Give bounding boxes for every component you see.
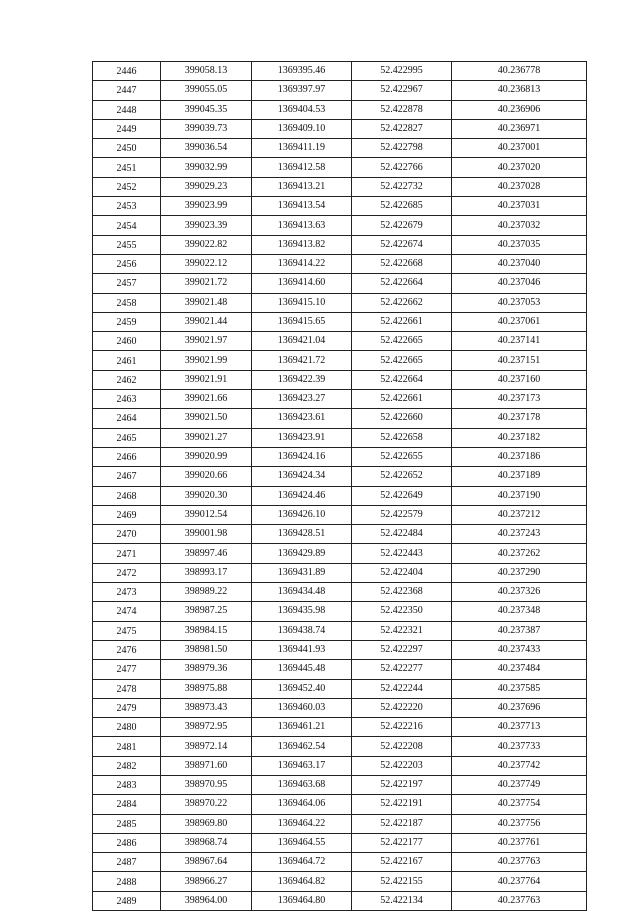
longitude-cell: 40.237733 <box>452 737 587 756</box>
point-number-cell: 2458 <box>93 293 161 312</box>
point-number-cell: 2457 <box>93 274 161 293</box>
point-number-cell: 2448 <box>93 100 161 119</box>
point-number-cell: 2472 <box>93 563 161 582</box>
latitude-cell: 52.422665 <box>352 351 452 370</box>
x-coordinate-cell: 399021.97 <box>161 332 252 351</box>
table-row <box>93 235 587 254</box>
x-coordinate-cell: 399022.12 <box>161 254 252 273</box>
y-coordinate-cell: 1369412.58 <box>252 158 352 177</box>
table-row <box>93 467 587 486</box>
table-row <box>93 718 587 737</box>
point-number-cell: 2475 <box>93 621 161 640</box>
y-coordinate-cell: 1369415.10 <box>252 293 352 312</box>
latitude-cell: 52.422220 <box>352 698 452 717</box>
latitude-cell: 52.422177 <box>352 833 452 852</box>
y-coordinate-cell: 1369423.91 <box>252 428 352 447</box>
latitude-cell: 52.422649 <box>352 486 452 505</box>
latitude-cell: 52.422652 <box>352 467 452 486</box>
longitude-cell: 40.237756 <box>452 814 587 833</box>
table-row <box>93 254 587 273</box>
table-row <box>93 216 587 235</box>
table-row <box>93 370 587 389</box>
latitude-cell: 52.422350 <box>352 602 452 621</box>
point-number-cell: 2481 <box>93 737 161 756</box>
longitude-cell: 40.237585 <box>452 679 587 698</box>
table-row <box>93 119 587 138</box>
latitude-cell: 52.422660 <box>352 409 452 428</box>
table-row <box>93 428 587 447</box>
latitude-cell: 52.422197 <box>352 775 452 794</box>
y-coordinate-cell: 1369464.22 <box>252 814 352 833</box>
y-coordinate-cell: 1369404.53 <box>252 100 352 119</box>
y-coordinate-cell: 1369464.82 <box>252 872 352 891</box>
y-coordinate-cell: 1369415.65 <box>252 312 352 331</box>
y-coordinate-cell: 1369463.17 <box>252 756 352 775</box>
point-number-cell: 2479 <box>93 698 161 717</box>
latitude-cell: 52.422766 <box>352 158 452 177</box>
point-number-cell: 2488 <box>93 872 161 891</box>
point-number-cell: 2461 <box>93 351 161 370</box>
coordinate-table-body <box>93 62 587 911</box>
latitude-cell: 52.422732 <box>352 177 452 196</box>
longitude-cell: 40.237032 <box>452 216 587 235</box>
latitude-cell: 52.422208 <box>352 737 452 756</box>
table-row <box>93 660 587 679</box>
latitude-cell: 52.422484 <box>352 525 452 544</box>
x-coordinate-cell: 398966.27 <box>161 872 252 891</box>
y-coordinate-cell: 1369409.10 <box>252 119 352 138</box>
point-number-cell: 2455 <box>93 235 161 254</box>
table-row <box>93 853 587 872</box>
table-row <box>93 505 587 524</box>
table-row <box>93 158 587 177</box>
longitude-cell: 40.237387 <box>452 621 587 640</box>
longitude-cell: 40.237754 <box>452 795 587 814</box>
longitude-cell: 40.237182 <box>452 428 587 447</box>
y-coordinate-cell: 1369461.21 <box>252 718 352 737</box>
point-number-cell: 2467 <box>93 467 161 486</box>
x-coordinate-cell: 398968.74 <box>161 833 252 852</box>
point-number-cell: 2447 <box>93 81 161 100</box>
x-coordinate-cell: 398964.00 <box>161 891 252 910</box>
x-coordinate-cell: 398971.60 <box>161 756 252 775</box>
latitude-cell: 52.422798 <box>352 139 452 158</box>
y-coordinate-cell: 1369445.48 <box>252 660 352 679</box>
point-number-cell: 2476 <box>93 640 161 659</box>
y-coordinate-cell: 1369423.27 <box>252 390 352 409</box>
latitude-cell: 52.422191 <box>352 795 452 814</box>
point-number-cell: 2485 <box>93 814 161 833</box>
y-coordinate-cell: 1369397.97 <box>252 81 352 100</box>
table-row <box>93 679 587 698</box>
x-coordinate-cell: 399020.66 <box>161 467 252 486</box>
x-coordinate-cell: 399020.30 <box>161 486 252 505</box>
longitude-cell: 40.237186 <box>452 447 587 466</box>
y-coordinate-cell: 1369464.06 <box>252 795 352 814</box>
latitude-cell: 52.422664 <box>352 370 452 389</box>
longitude-cell: 40.237020 <box>452 158 587 177</box>
latitude-cell: 52.422443 <box>352 544 452 563</box>
longitude-cell: 40.237696 <box>452 698 587 717</box>
x-coordinate-cell: 399045.35 <box>161 100 252 119</box>
y-coordinate-cell: 1369431.89 <box>252 563 352 582</box>
longitude-cell: 40.237290 <box>452 563 587 582</box>
point-number-cell: 2446 <box>93 62 161 81</box>
latitude-cell: 52.422297 <box>352 640 452 659</box>
latitude-cell: 52.422661 <box>352 390 452 409</box>
x-coordinate-cell: 399032.99 <box>161 158 252 177</box>
y-coordinate-cell: 1369464.72 <box>252 853 352 872</box>
x-coordinate-cell: 399021.44 <box>161 312 252 331</box>
longitude-cell: 40.237761 <box>452 833 587 852</box>
x-coordinate-cell: 398981.50 <box>161 640 252 659</box>
x-coordinate-cell: 398984.15 <box>161 621 252 640</box>
latitude-cell: 52.422995 <box>352 62 452 81</box>
table-row <box>93 81 587 100</box>
y-coordinate-cell: 1369424.46 <box>252 486 352 505</box>
latitude-cell: 52.422655 <box>352 447 452 466</box>
longitude-cell: 40.237160 <box>452 370 587 389</box>
latitude-cell: 52.422679 <box>352 216 452 235</box>
table-row <box>93 872 587 891</box>
x-coordinate-cell: 398987.25 <box>161 602 252 621</box>
y-coordinate-cell: 1369452.40 <box>252 679 352 698</box>
longitude-cell: 40.236971 <box>452 119 587 138</box>
y-coordinate-cell: 1369414.60 <box>252 274 352 293</box>
table-row <box>93 602 587 621</box>
table-row <box>93 100 587 119</box>
table-row <box>93 351 587 370</box>
table-row <box>93 775 587 794</box>
table-row <box>93 486 587 505</box>
point-number-cell: 2471 <box>93 544 161 563</box>
y-coordinate-cell: 1369428.51 <box>252 525 352 544</box>
longitude-cell: 40.237040 <box>452 254 587 273</box>
point-number-cell: 2474 <box>93 602 161 621</box>
y-coordinate-cell: 1369429.89 <box>252 544 352 563</box>
longitude-cell: 40.237484 <box>452 660 587 679</box>
y-coordinate-cell: 1369422.39 <box>252 370 352 389</box>
latitude-cell: 52.422674 <box>352 235 452 254</box>
x-coordinate-cell: 398972.14 <box>161 737 252 756</box>
latitude-cell: 52.422404 <box>352 563 452 582</box>
y-coordinate-cell: 1369460.03 <box>252 698 352 717</box>
table-row <box>93 640 587 659</box>
point-number-cell: 2487 <box>93 853 161 872</box>
point-number-cell: 2473 <box>93 583 161 602</box>
latitude-cell: 52.422662 <box>352 293 452 312</box>
y-coordinate-cell: 1369413.82 <box>252 235 352 254</box>
longitude-cell: 40.237262 <box>452 544 587 563</box>
latitude-cell: 52.422244 <box>352 679 452 698</box>
y-coordinate-cell: 1369421.04 <box>252 332 352 351</box>
y-coordinate-cell: 1369463.68 <box>252 775 352 794</box>
longitude-cell: 40.237212 <box>452 505 587 524</box>
x-coordinate-cell: 399023.99 <box>161 197 252 216</box>
longitude-cell: 40.237141 <box>452 332 587 351</box>
table-row <box>93 139 587 158</box>
latitude-cell: 52.422878 <box>352 100 452 119</box>
table-row <box>93 814 587 833</box>
table-row <box>93 563 587 582</box>
table-row <box>93 447 587 466</box>
point-number-cell: 2464 <box>93 409 161 428</box>
point-number-cell: 2478 <box>93 679 161 698</box>
longitude-cell: 40.237433 <box>452 640 587 659</box>
latitude-cell: 52.422665 <box>352 332 452 351</box>
y-coordinate-cell: 1369464.55 <box>252 833 352 852</box>
longitude-cell: 40.237053 <box>452 293 587 312</box>
point-number-cell: 2456 <box>93 254 161 273</box>
y-coordinate-cell: 1369434.48 <box>252 583 352 602</box>
table-row <box>93 583 587 602</box>
table-row <box>93 409 587 428</box>
latitude-cell: 52.422216 <box>352 718 452 737</box>
point-number-cell: 2454 <box>93 216 161 235</box>
x-coordinate-cell: 399029.23 <box>161 177 252 196</box>
latitude-cell: 52.422664 <box>352 274 452 293</box>
x-coordinate-cell: 398970.22 <box>161 795 252 814</box>
longitude-cell: 40.237031 <box>452 197 587 216</box>
y-coordinate-cell: 1369462.54 <box>252 737 352 756</box>
x-coordinate-cell: 399021.27 <box>161 428 252 447</box>
x-coordinate-cell: 399021.66 <box>161 390 252 409</box>
longitude-cell: 40.237046 <box>452 274 587 293</box>
y-coordinate-cell: 1369395.46 <box>252 62 352 81</box>
y-coordinate-cell: 1369426.10 <box>252 505 352 524</box>
point-number-cell: 2466 <box>93 447 161 466</box>
point-number-cell: 2460 <box>93 332 161 351</box>
longitude-cell: 40.236778 <box>452 62 587 81</box>
latitude-cell: 52.422167 <box>352 853 452 872</box>
point-number-cell: 2486 <box>93 833 161 852</box>
table-row <box>93 197 587 216</box>
x-coordinate-cell: 398972.95 <box>161 718 252 737</box>
table-row <box>93 833 587 852</box>
point-number-cell: 2451 <box>93 158 161 177</box>
point-number-cell: 2452 <box>93 177 161 196</box>
x-coordinate-cell: 399021.50 <box>161 409 252 428</box>
latitude-cell: 52.422579 <box>352 505 452 524</box>
table-row <box>93 62 587 81</box>
x-coordinate-cell: 398967.64 <box>161 853 252 872</box>
coordinate-table <box>92 61 587 911</box>
longitude-cell: 40.237061 <box>452 312 587 331</box>
longitude-cell: 40.237243 <box>452 525 587 544</box>
y-coordinate-cell: 1369424.34 <box>252 467 352 486</box>
x-coordinate-cell: 399021.72 <box>161 274 252 293</box>
table-row <box>93 177 587 196</box>
x-coordinate-cell: 399021.99 <box>161 351 252 370</box>
table-row <box>93 737 587 756</box>
x-coordinate-cell: 398973.43 <box>161 698 252 717</box>
y-coordinate-cell: 1369413.21 <box>252 177 352 196</box>
point-number-cell: 2470 <box>93 525 161 544</box>
x-coordinate-cell: 399036.54 <box>161 139 252 158</box>
latitude-cell: 52.422155 <box>352 872 452 891</box>
longitude-cell: 40.237713 <box>452 718 587 737</box>
point-number-cell: 2462 <box>93 370 161 389</box>
x-coordinate-cell: 399055.05 <box>161 81 252 100</box>
table-row <box>93 293 587 312</box>
longitude-cell: 40.237326 <box>452 583 587 602</box>
y-coordinate-cell: 1369423.61 <box>252 409 352 428</box>
y-coordinate-cell: 1369411.19 <box>252 139 352 158</box>
longitude-cell: 40.236813 <box>452 81 587 100</box>
longitude-cell: 40.237035 <box>452 235 587 254</box>
point-number-cell: 2480 <box>93 718 161 737</box>
latitude-cell: 52.422187 <box>352 814 452 833</box>
table-row <box>93 891 587 910</box>
x-coordinate-cell: 399022.82 <box>161 235 252 254</box>
y-coordinate-cell: 1369414.22 <box>252 254 352 273</box>
y-coordinate-cell: 1369438.74 <box>252 621 352 640</box>
point-number-cell: 2453 <box>93 197 161 216</box>
longitude-cell: 40.237001 <box>452 139 587 158</box>
point-number-cell: 2484 <box>93 795 161 814</box>
y-coordinate-cell: 1369464.80 <box>252 891 352 910</box>
x-coordinate-cell: 399012.54 <box>161 505 252 524</box>
longitude-cell: 40.237742 <box>452 756 587 775</box>
point-number-cell: 2463 <box>93 390 161 409</box>
y-coordinate-cell: 1369413.63 <box>252 216 352 235</box>
x-coordinate-cell: 398969.80 <box>161 814 252 833</box>
latitude-cell: 52.422658 <box>352 428 452 447</box>
latitude-cell: 52.422277 <box>352 660 452 679</box>
table-row <box>93 698 587 717</box>
longitude-cell: 40.237028 <box>452 177 587 196</box>
x-coordinate-cell: 398993.17 <box>161 563 252 582</box>
x-coordinate-cell: 399023.39 <box>161 216 252 235</box>
x-coordinate-cell: 398970.95 <box>161 775 252 794</box>
longitude-cell: 40.237763 <box>452 891 587 910</box>
table-row <box>93 312 587 331</box>
longitude-cell: 40.237190 <box>452 486 587 505</box>
table-row <box>93 756 587 775</box>
latitude-cell: 52.422661 <box>352 312 452 331</box>
point-number-cell: 2483 <box>93 775 161 794</box>
longitude-cell: 40.236906 <box>452 100 587 119</box>
longitude-cell: 40.237178 <box>452 409 587 428</box>
table-row <box>93 544 587 563</box>
y-coordinate-cell: 1369441.93 <box>252 640 352 659</box>
longitude-cell: 40.237763 <box>452 853 587 872</box>
table-row <box>93 795 587 814</box>
y-coordinate-cell: 1369421.72 <box>252 351 352 370</box>
latitude-cell: 52.422967 <box>352 81 452 100</box>
x-coordinate-cell: 398989.22 <box>161 583 252 602</box>
y-coordinate-cell: 1369424.16 <box>252 447 352 466</box>
table-row <box>93 525 587 544</box>
latitude-cell: 52.422668 <box>352 254 452 273</box>
table-row <box>93 274 587 293</box>
longitude-cell: 40.237151 <box>452 351 587 370</box>
longitude-cell: 40.237749 <box>452 775 587 794</box>
y-coordinate-cell: 1369435.98 <box>252 602 352 621</box>
x-coordinate-cell: 399058.13 <box>161 62 252 81</box>
latitude-cell: 52.422134 <box>352 891 452 910</box>
x-coordinate-cell: 399021.48 <box>161 293 252 312</box>
x-coordinate-cell: 399001.98 <box>161 525 252 544</box>
longitude-cell: 40.237173 <box>452 390 587 409</box>
latitude-cell: 52.422321 <box>352 621 452 640</box>
x-coordinate-cell: 399039.73 <box>161 119 252 138</box>
table-row <box>93 621 587 640</box>
longitude-cell: 40.237348 <box>452 602 587 621</box>
point-number-cell: 2449 <box>93 119 161 138</box>
longitude-cell: 40.237764 <box>452 872 587 891</box>
table-row <box>93 332 587 351</box>
longitude-cell: 40.237189 <box>452 467 587 486</box>
point-number-cell: 2477 <box>93 660 161 679</box>
x-coordinate-cell: 398979.36 <box>161 660 252 679</box>
point-number-cell: 2482 <box>93 756 161 775</box>
y-coordinate-cell: 1369413.54 <box>252 197 352 216</box>
point-number-cell: 2489 <box>93 891 161 910</box>
x-coordinate-cell: 399020.99 <box>161 447 252 466</box>
table-row <box>93 390 587 409</box>
latitude-cell: 52.422368 <box>352 583 452 602</box>
latitude-cell: 52.422685 <box>352 197 452 216</box>
point-number-cell: 2459 <box>93 312 161 331</box>
point-number-cell: 2465 <box>93 428 161 447</box>
latitude-cell: 52.422827 <box>352 119 452 138</box>
latitude-cell: 52.422203 <box>352 756 452 775</box>
point-number-cell: 2450 <box>93 139 161 158</box>
point-number-cell: 2468 <box>93 486 161 505</box>
point-number-cell: 2469 <box>93 505 161 524</box>
x-coordinate-cell: 399021.91 <box>161 370 252 389</box>
x-coordinate-cell: 398975.88 <box>161 679 252 698</box>
x-coordinate-cell: 398997.46 <box>161 544 252 563</box>
